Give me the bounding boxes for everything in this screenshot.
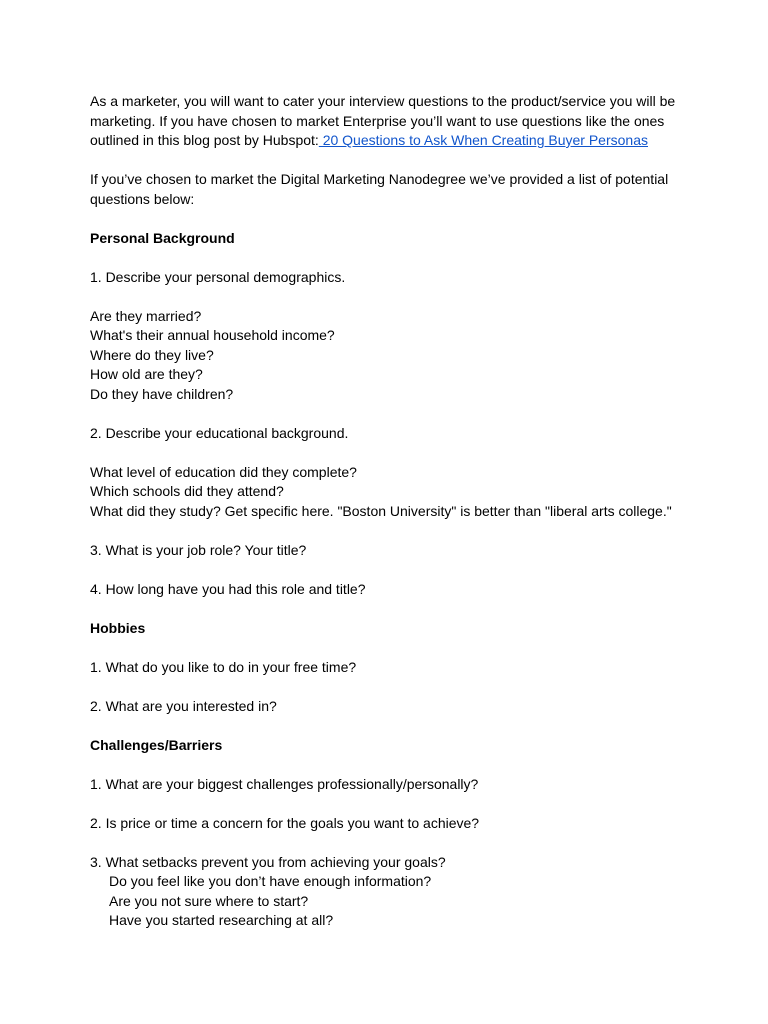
section-heading-personal-background: Personal Background [90, 229, 235, 246]
question-role-tenure: 4. How long have you had this role and title? [90, 580, 366, 597]
subquestion: Are you not sure where to start? [109, 892, 309, 909]
question-demographics: 1. Describe your personal demographics. [90, 268, 346, 285]
question-job-role: 3. What is your job role? Your title? [90, 541, 307, 558]
spacer [90, 638, 680, 658]
spacer [90, 677, 680, 697]
document-body [90, 92, 680, 931]
spacer [90, 248, 680, 268]
subquestion: Which schools did they attend? [90, 483, 284, 499]
spacer [90, 794, 680, 814]
spacer [90, 404, 680, 424]
question-price-time-concern: 2. Is price or time a concern for the goals you want to achieve? [90, 814, 480, 831]
spacer [90, 833, 680, 853]
intro-paragraph [90, 92, 680, 151]
spacer [90, 560, 680, 580]
subquestion: What's their annual household income? [90, 327, 335, 343]
subquestion: What level of education did they complete? [90, 463, 357, 480]
question-education: 2. Describe your educational background. [90, 424, 349, 441]
subquestion: Do you feel like you don’t have enough information? [109, 873, 432, 889]
subquestion: Where do they live? [90, 346, 214, 363]
spacer [90, 521, 680, 541]
intro-text: As a marketer, you will want to cater your interview questions to the product/service you will be marketing. If you have chosen to market Enterprise you’ll want to use questions like the ones outlined in this blog post by Hubspot: [90, 93, 676, 148]
subquestion: Have you started researching at all? [109, 912, 334, 928]
spacer [90, 209, 680, 229]
nanodegree-intro-paragraph: If you’ve chosen to market the Digital Marketing Nanodegree we’ve provided a list of potential questions below: [90, 171, 669, 207]
question-biggest-challenges: 1. What are your biggest challenges professionally/personally? [90, 775, 479, 792]
spacer [90, 287, 680, 307]
section-heading-hobbies: Hobbies [90, 619, 146, 636]
question-setbacks: 3. What setbacks prevent you from achieving your goals? [90, 853, 446, 870]
spacer [90, 755, 680, 775]
spacer [90, 599, 680, 619]
section-heading-challenges-barriers: Challenges/Barriers [90, 736, 223, 753]
spacer [90, 443, 680, 463]
spacer [90, 151, 680, 171]
spacer [90, 716, 680, 736]
subquestion: What did they study? Get specific here. "Boston University" is better than "liberal arts college." [90, 502, 672, 519]
subquestion: How old are they? [90, 366, 203, 382]
question-free-time: 1. What do you like to do in your free time? [90, 658, 357, 675]
hubspot-buyer-personas-link[interactable]: 20 Questions to Ask When Creating Buyer Personas [318, 132, 648, 148]
subquestion: Are they married? [90, 307, 202, 324]
subquestion: Do they have children? [90, 385, 234, 402]
question-interests: 2. What are you interested in? [90, 697, 277, 714]
